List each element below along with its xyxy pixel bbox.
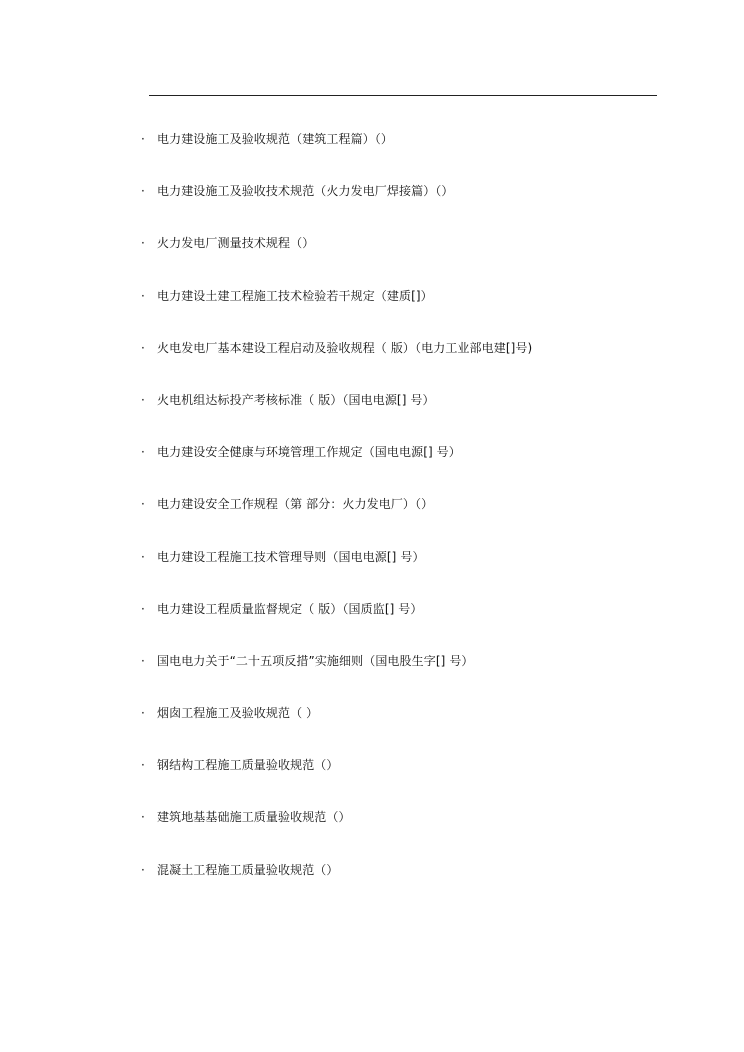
bullet-icon: ·	[141, 184, 145, 199]
list-item-text: 火电机组达标投产考核标准（ 版）（国电电源[] 号）	[157, 392, 435, 407]
list-item-text: 电力建设工程质量监督规定（ 版）（国质监[] 号）	[157, 601, 423, 616]
list-item-text: 钢结构工程施工质量验收规范（）	[157, 758, 339, 773]
bullet-icon: ·	[141, 706, 145, 721]
list-item-text: 电力建设安全工作规程（第 部分：火力发电厂）（）	[157, 497, 434, 512]
list-item-text: 电力建设土建工程施工技术检验若干规定（建质[]）	[157, 288, 433, 303]
header-divider	[149, 95, 657, 96]
list-item-text: 建筑地基基础施工质量验收规范（）	[157, 810, 351, 825]
list-item-text: 电力建设安全健康与环境管理工作规定（国电电源[] 号）	[157, 445, 461, 460]
list-item-text: 烟囱工程施工及验收规范（ ）	[157, 706, 319, 721]
bullet-icon: ·	[141, 340, 145, 355]
bullet-icon: ·	[141, 810, 145, 825]
bullet-icon: ·	[141, 288, 145, 303]
list-item-text: 火电发电厂基本建设工程启动及验收规程（ 版）（电力工业部电建[]号)	[157, 340, 533, 355]
bullet-icon: ·	[141, 758, 145, 773]
bullet-icon: ·	[141, 653, 145, 668]
bullet-icon: ·	[141, 392, 145, 407]
bullet-icon: ·	[141, 236, 145, 251]
list-item-text: 电力建设施工及验收规范（建筑工程篇）（）	[157, 132, 394, 146]
bullet-icon: ·	[141, 549, 145, 564]
bullet-icon: ·	[141, 862, 145, 877]
list-item-text: 电力建设施工及验收技术规范（火力发电厂焊接篇）（）	[157, 184, 454, 199]
list-item-text: 国电电力关于“二十五项反措”实施细则（国电股生字[] 号）	[157, 653, 474, 668]
bullet-icon: ·	[141, 601, 145, 616]
bullet-icon: ·	[141, 497, 145, 512]
list-item-text: 电力建设工程施工技术管理导则（国电电源[] 号）	[157, 549, 425, 564]
bullet-icon: ·	[141, 132, 145, 146]
list-item-text: 混凝土工程施工质量验收规范（）	[157, 862, 339, 877]
bullet-icon: ·	[141, 445, 145, 460]
list-item-text: 火力发电厂测量技术规程（）	[157, 236, 315, 251]
